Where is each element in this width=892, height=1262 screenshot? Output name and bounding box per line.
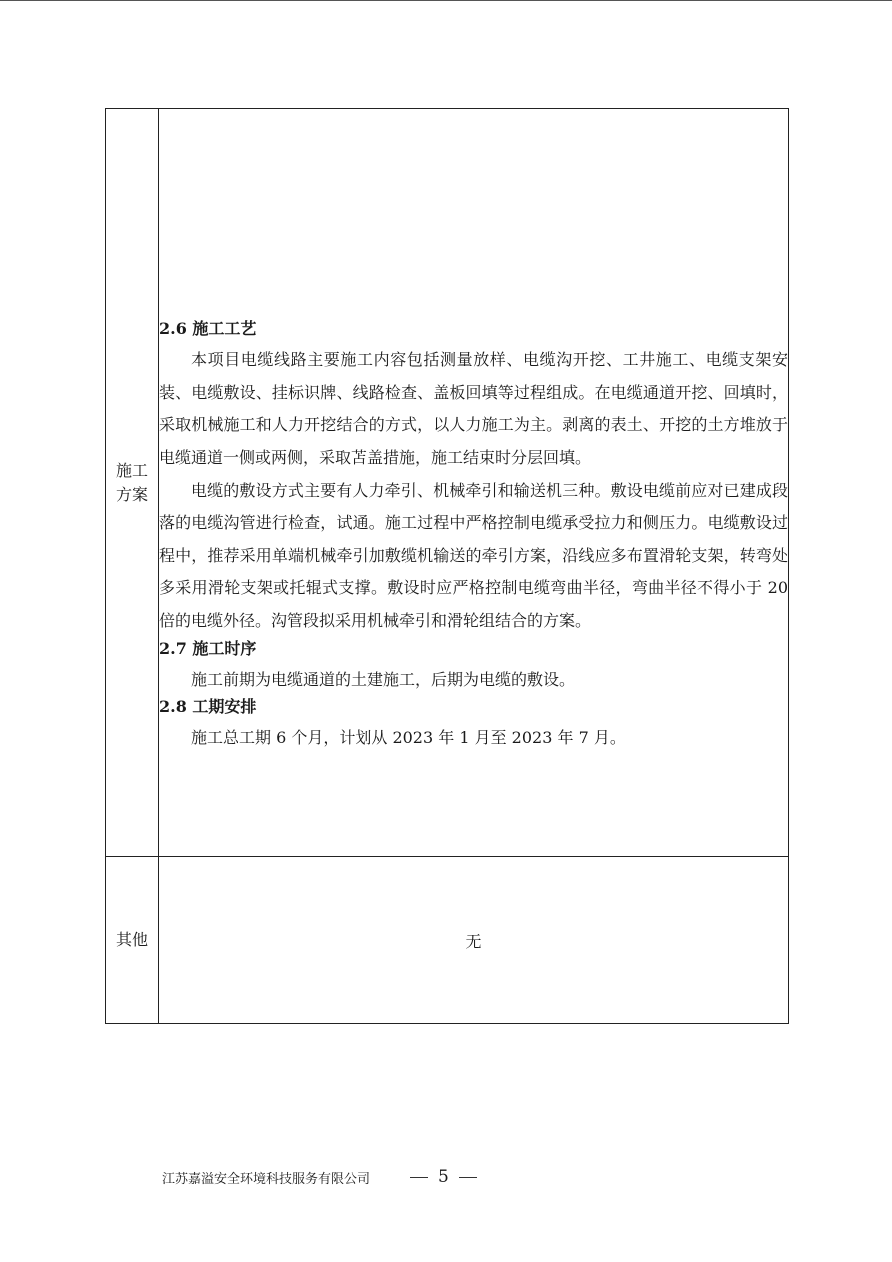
other-value: 无 bbox=[159, 857, 789, 1024]
page-footer bbox=[162, 1164, 562, 1190]
section-2-6-paragraph-1: 本项目电缆线路主要施工内容包括测量放样、电缆沟开挖、工井施工、电缆支架安装、电缆敷设、挂标识牌、线路检查、盖板回填等过程组成。在电缆通道开挖、回填时，采取机械施工和人力开挖结合的方式，以人力施工为主。剥离的表土、开挖的土方堆放于电缆通道一侧或两侧，采取苫盖措施，施工结束时分层回填。 bbox=[159, 350, 788, 468]
section-heading-2-6: 2.6 施工工艺 bbox=[159, 319, 257, 339]
construction-plan-content bbox=[159, 109, 789, 857]
construction-plan-row bbox=[106, 109, 789, 857]
footer-company: 江苏嘉溢安全环境科技服务有限公司 bbox=[162, 1171, 371, 1187]
section-2-8-paragraph: 施工总工期 6 个月，计划从 2023 年 1 月至 2023 年 7 月。 bbox=[191, 728, 626, 748]
page-number: 5 bbox=[438, 1167, 449, 1187]
section-2-6-paragraph-2: 电缆的敷设方式主要有人力牵引、机械牵引和输送机三种。敷设电缆前应对已建成段落的电缆沟管进行检查，试通。施工过程中严格控制电缆承受拉力和侧压力。电缆敷设过程中，推荐采用单端机械牵引加敷缆机输送的牵引方案，沿线应多布置滑轮支架，转弯处多采用滑轮支架或托辊式支撑。敷设时应严格控制电缆弯曲半径，弯曲半径不得小于 20 倍的电缆外径。沟管段拟采用机械牵引和滑轮组结合的方案。 bbox=[159, 480, 788, 630]
page-number-group bbox=[400, 1167, 487, 1187]
other-row bbox=[106, 857, 789, 1024]
other-label-cell bbox=[106, 857, 159, 1024]
dash-left bbox=[410, 1177, 428, 1178]
top-rule bbox=[0, 0, 892, 1]
info-table bbox=[105, 108, 789, 1024]
dash-right bbox=[459, 1177, 477, 1178]
section-heading-2-7: 2.7 施工时序 bbox=[159, 638, 257, 658]
construction-plan-label-cell bbox=[106, 109, 159, 857]
construction-plan-label: 施工方案 bbox=[115, 460, 148, 504]
other-label: 其他 bbox=[115, 930, 148, 949]
section-2-7-paragraph: 施工前期为电缆通道的土建施工，后期为电缆的敷设。 bbox=[191, 669, 576, 689]
section-heading-2-8: 2.8 工期安排 bbox=[159, 697, 257, 717]
